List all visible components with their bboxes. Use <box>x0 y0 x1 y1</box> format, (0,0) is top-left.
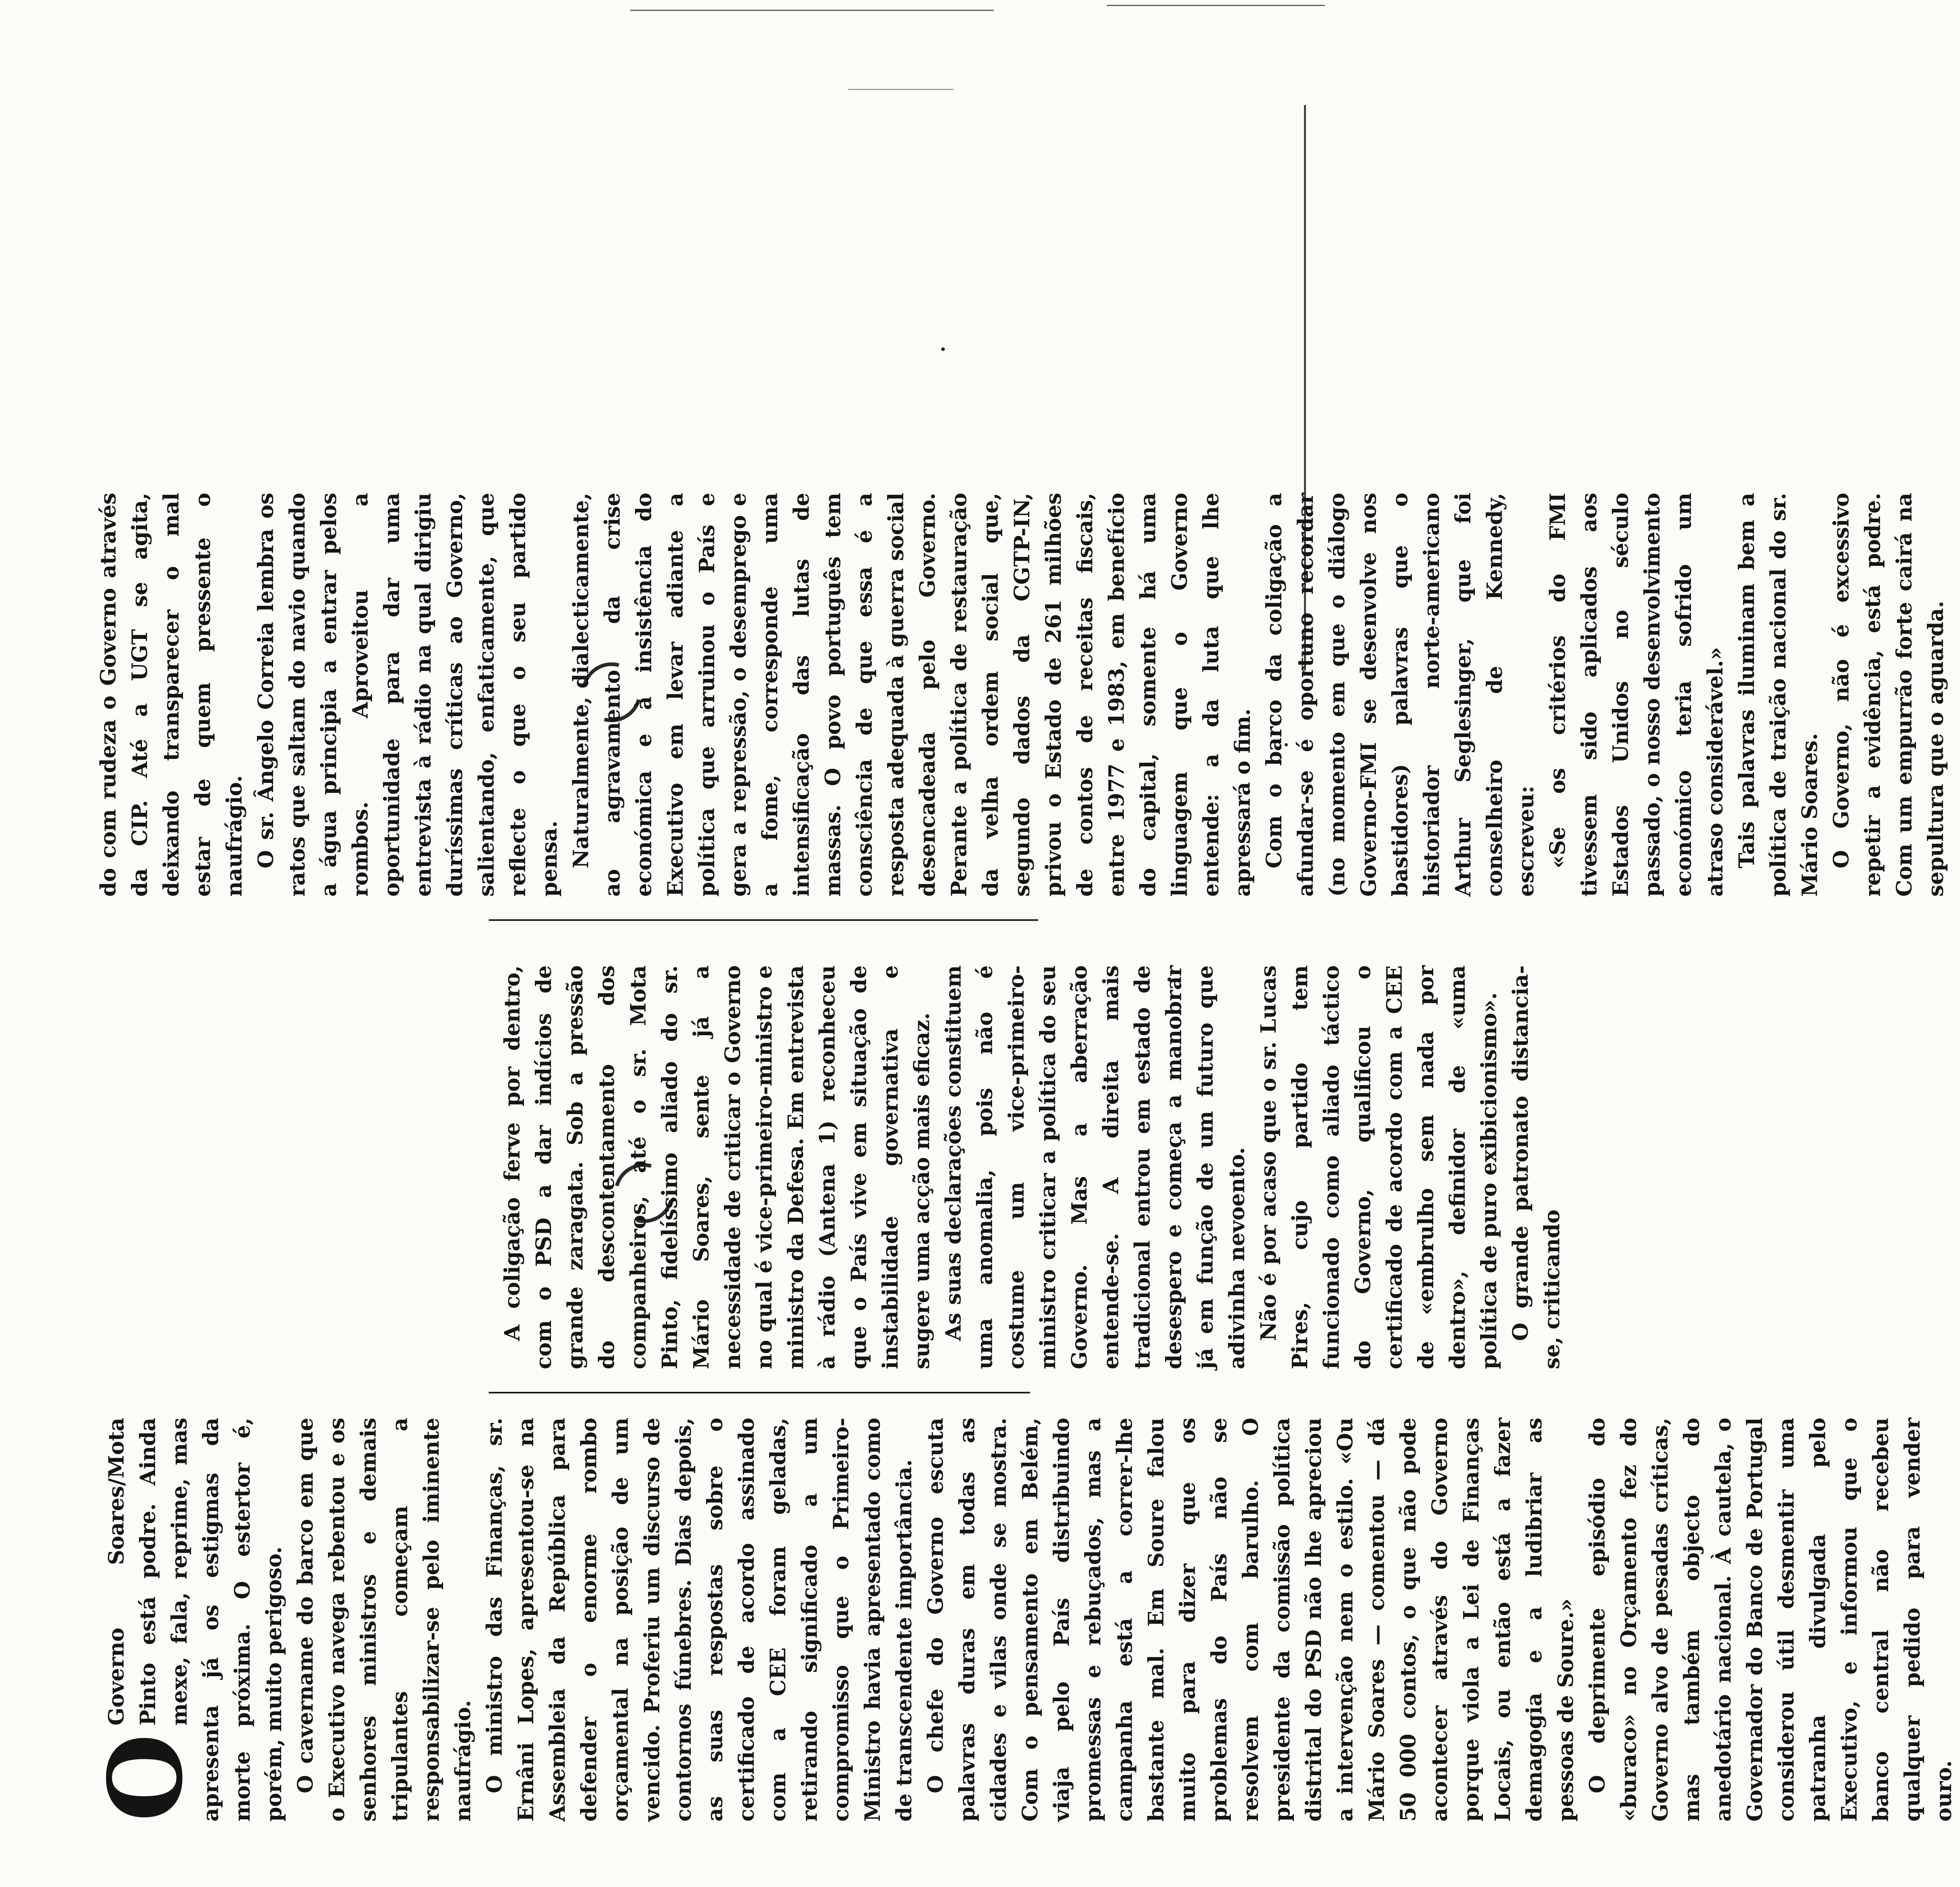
article-paragraph: O Governo, não é excessivo repetir a evidência, está podre. Com um empurrão forte cairá na sepultura que o aguarda. <box>1829 493 1948 897</box>
article-paragraph: O deprimente episódio do «buraco» no Orçamento fez do Governo alvo de pesadas críticas, mas também objecto do anedotário nacional. À cautela, o Governador do Banco de Portugal considerou útil desmentir uma patranha divulgada pelo Executivo, e informou que o banco central não recebeu qualquer pedido para vender ouro. <box>1585 1418 1956 1822</box>
article-paragraph: do com rudeza o Governo através da CIP. Até a UGT se agita, deixando transparecer o mal estar de quem pressente o naufrágio. <box>96 493 247 897</box>
scan-edge-top-left <box>630 10 994 11</box>
article-paragraph: O cavername do barco em que o Executivo navega rebentou e os senhores ministros e demais tripulantes começam a responsabilizar-se pelo iminente naufrágio. <box>293 1418 475 1822</box>
article-paragraph: Naturalmente, dialecticamente, ao agravamento da crise económica e à insistência do Executivo em levar adiante a política que arruinou o País e gera a repressão, o desemprego e a fome, corresponde uma intensificação das lutas de massas. O povo português tem consciência de que essa é a resposta adequada à guerra social desencadeada pelo Governo. Perante a política de restauração da velha ordem social que, segundo dados da CGTP-IN, privou o Estado de 261 milhões de contos de receitas fiscais, entre 1977 e 1983, em benefício do capital, somente há uma linguagem que o Governo entende: a da luta que lhe apressará o fim. <box>569 493 1255 897</box>
article-paragraph: As suas declarações constituem uma anomalia, pois não é costume um vice-primeiro-ministro criticar a política do seu Governo. Mas a aberração entende-se. A direita mais tradicional entrou em estado de desespero e começa a manobrar já em função de um futuro que adivinha nevoento. <box>941 965 1249 1369</box>
article-paragraph: Não é por acaso que o sr. Lucas Pires, cujo partido tem funcionado como aliado táctico do Governo, qualificou o certificado de acordo com a CEE de «embrulho sem nada por dentro», definidor de «uma política de puro exibicionismo». <box>1256 965 1502 1369</box>
newspaper-clipping <box>86 65 1956 1822</box>
article-paragraph: «Se os critérios do FMI tivessem sido aplicados aos Estados Unidos no século passado, o nosso desenvolvimento económico teria sofrido um atraso considerável.» <box>1546 493 1728 897</box>
article-paragraph: Com o barco da coligação a afundar-se é oportuno recordar (no momento em que o diálogo Governo-FMI se desenvolve nos bastidores) palavras que o historiador norte-americano Arthur Seglesinger, que foi conselheiro de Kennedy, escreveu: <box>1262 493 1539 897</box>
article-column-2 <box>497 965 1568 1369</box>
article-paragraph: O chefe do Governo escuta palavras duras em todas as cidades e vilas onde se mostra. Com o pensamento em Belém, viaja pelo País distribuindo promessas e rebuçados, mas a campanha está a correr-lhe bastante mal. Em Soure falou muito para dizer que os problemas do País não se resolvem com barulho. O presidente da comissão política distrital do PSD não lhe apreciou a intervenção nem o estilo. «Ou Mário Soares — comentou — dá 50 000 contos, o que não pode acontecer através do Governo porque viola a Lei de Finanças Locais, ou então está a fazer demagogia e a ludibriar as pessoas de Soure.» <box>923 1418 1578 1822</box>
article-paragraph: Tais palavras iluminam bem a política de traição nacional do sr. Mário Soares. <box>1735 493 1822 897</box>
article-paragraph: O sr. Ângelo Correia lembra os ratos que saltam do navio quando a água principia a entrar pelos rombos. Aproveitou a oportunidade para dar uma entrevista à rádio na qual dirigiu duríssimas críticas ao Governo, salientando, enfaticamente, que reflecte o que o seu partido pensa. <box>254 493 562 897</box>
article-paragraph: O ministro das Finanças, sr. Ernâni Lopes, apresentou-se na Assembleia da República para defender o enorme rombo orçamental na posição de um vencido. Proferiu um discurso de contornos fúnebres. Dias depois, as suas respostas sobre o certificado de acordo assinado com a CEE foram geladas, retirando significado a um compromisso que o Primeiro-Ministro havia apresentado como de transcendente importância. <box>482 1418 917 1822</box>
article-paragraph: A coligação ferve por dentro, com o PSD a dar indícios de grande zaragata. Sob a pressão do descontentamento dos companheiros, até o sr. Mota Pinto, fidelíssimo aliado do sr. Mário Soares, sente já a necessidade de criticar o Governo no qual é vice-primeiro-ministro e ministro da Defesa. Em entrevista à rádio (Antena 1) reconheceu que o País vive em situação de instabilidade governativa e sugere uma acção mais eficaz. <box>500 965 934 1369</box>
scan-edge-top-right <box>1107 5 1325 6</box>
column-rule <box>489 919 1038 921</box>
article-column-3 <box>93 493 1952 897</box>
drop-cap: O <box>86 1734 205 1822</box>
article-paragraph: O grande patronato distancia-se, criticando <box>1508 965 1565 1369</box>
column-rule <box>489 1392 1030 1393</box>
article-paragraph: O Governo Soares/Mota Pinto está podre. Ainda mexe, fala, reprime, mas apresenta já os estigmas da morte próxima. O estertor é, porém, muito perigoso. <box>86 1418 286 1822</box>
article-column-1 <box>86 1418 1960 1822</box>
